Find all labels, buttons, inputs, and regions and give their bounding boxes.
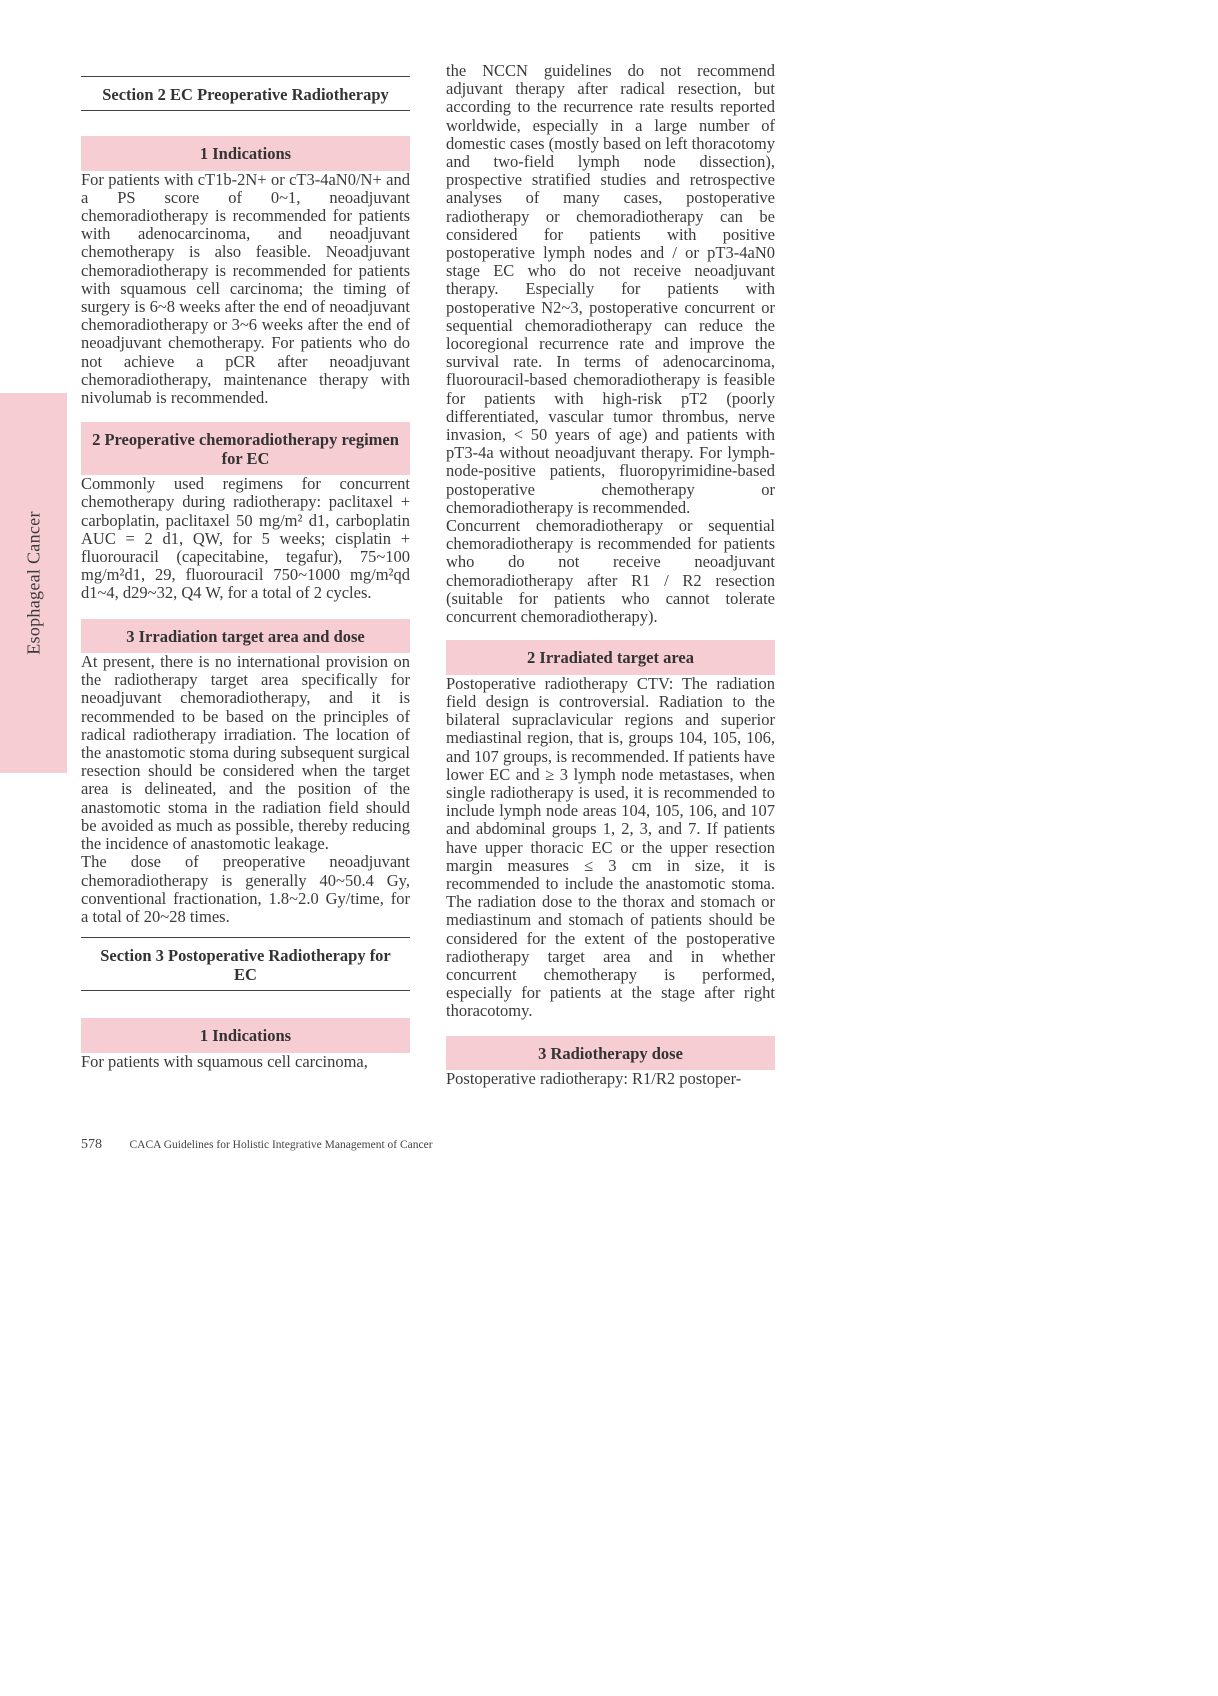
target-area-paragraph: At present, there is no international provision on the radiotherapy target area specifically for neoadjuvant chemoradiotherapy, and it is recommended to be based on the principles of radical radiotherapy irradiation. The location of the anastomotic stoma during subsequent surgical resection should be considered when the target area is delineated, and the position of the anastomotic stoma in the radiation field should be avoided as much as possible, thereby reducing the incidence of anastomotic leakage. bbox=[81, 652, 410, 854]
page-footer bbox=[81, 1137, 433, 1153]
footer-title: CACA Guidelines for Holistic Integrative Management of Cancer bbox=[129, 1139, 433, 1151]
indications-paragraph: For patients with cT1b-2N+ or cT3-4aN0/N+ and a PS score of 0~1, neoadjuvant chemoradiotherapy is recommended for patients with adenocarcinoma, and neoadjuvant chemotherapy is also feasible. Neoadjuvant chemoradiotherapy is recommended for patients with squamous cell carcinoma; the timing of surgery is 6~8 weeks after the end of neoadjuvant chemoradiotherapy or 3~6 weeks after the end of neoadjuvant chemotherapy. For patients who do not achieve a pCR after neoadjuvant chemoradiotherapy, maintenance therapy with nivolumab is recommended. bbox=[81, 169, 410, 407]
radiotherapy-dose-paragraph: Postoperative radiotherapy: R1/R2 postoper- bbox=[446, 1069, 742, 1089]
subsection-indications-heading: 1 Indications bbox=[81, 136, 410, 171]
section-3-heading: Section 3 Postoperative Radiotherapy for EC bbox=[81, 937, 410, 991]
nccn-paragraph: the NCCN guidelines do not recommend adjuvant therapy after radical resection, but according to the recurrence rate results reported worldwide, especially in a large number of domestic cases (mostly based on left thoracotomy and two-field lymph node dissection), prospective stratified studies and retrospective analyses of many cases, postoperative radiotherapy or chemoradiotherapy can be considered for patients with positive postoperative lymph nodes and / or pT3-4aN0 stage EC who do not receive neoadjuvant therapy. Especially for patients with postoperative N2~3, postoperative concurrent or sequential chemoradiotherapy can reduce the locoregional recurrence rate and improve the survival rate. In terms of adenocarcinoma, fluorouracil-based chemoradiotherapy is feasible for patients with high-risk pT2 (poorly differentiated, vascular tumor thrombus, nerve invasion, < 50 years of age) and patients with pT3-4a without neoadjuvant therapy. For lymph-node-positive patients, fluoropyrimidine-based postoperative chemotherapy or chemoradiotherapy is recommended. bbox=[446, 61, 776, 517]
dose-paragraph: The dose of preoperative neoadjuvant chemoradiotherapy is generally 40~50.4 Gy, conventional fractionation, 1.8~2.0 Gy/time, for a total of 20~28 times. bbox=[81, 852, 410, 926]
regimen-paragraph: Commonly used regimens for concurrent chemotherapy during radiotherapy: paclitaxel + carboplatin, paclitaxel 50 mg/m² d1, carboplatin AUC = 2 d1, QW, for 5 weeks; cisplatin + fluorouracil (capecitabine, tegafur), 75~100 mg/m²d1, 29, fluorouracil 750~1000 mg/m²qd d1~4, d29~32, Q4 W, for a total of 2 cycles. bbox=[81, 474, 410, 603]
irradiated-target-paragraph: Postoperative radiotherapy CTV: The radiation field design is controversial. Radiation to the bilateral supraclavicular regions and superior mediastinal region, that is, groups 104, 105, 106, and 107 groups, is recommended. If patients have lower EC and ≥ 3 lymph node metastases, when single radiotherapy is used, it is recommended to include lymph node areas 104, 105, 106, and 107 and abdominal groups 1, 2, 3, and 7. If patients have upper thoracic EC or the upper resection margin measures ≤ 3 cm in size, it is recommended to include the anastomotic stoma. The radiation dose to the thorax and stomach or mediastinum and stomach of patients should be considered for the extent of the postoperative radiotherapy target area and in whether concurrent chemotherapy is performed, especially for patients at the stage after right thoracotomy. bbox=[446, 673, 775, 1021]
left-column bbox=[81, 62, 410, 1071]
concurrent-paragraph: Concurrent chemoradiotherapy or sequential chemoradiotherapy is recommended for patients who do not receive neoadjuvant chemoradiotherapy after R1 / R2 resection (suitable for patients who cannot tolerate concurrent chemoradiotherapy). bbox=[446, 516, 775, 627]
subsection-regimen-heading: 2 Preoperative chemoradiotherapy regimen for EC bbox=[81, 422, 410, 475]
subsection-irradiated-target-heading: 2 Irradiated target area bbox=[446, 640, 775, 675]
postop-indications-paragraph: For patients with squamous cell carcinoma, bbox=[81, 1051, 368, 1071]
side-tab-label: Esophageal Cancer bbox=[23, 511, 43, 655]
right-column bbox=[446, 62, 775, 1088]
page-number: 578 bbox=[81, 1137, 102, 1152]
side-tab bbox=[0, 393, 67, 773]
subsection-radiotherapy-dose-heading: 3 Radiotherapy dose bbox=[446, 1036, 775, 1071]
subsection-postop-indications-heading: 1 Indications bbox=[81, 1018, 410, 1053]
section-2-heading: Section 2 EC Preoperative Radiotherapy bbox=[81, 76, 410, 111]
subsection-target-dose-heading: 3 Irradiation target area and dose bbox=[81, 619, 410, 654]
